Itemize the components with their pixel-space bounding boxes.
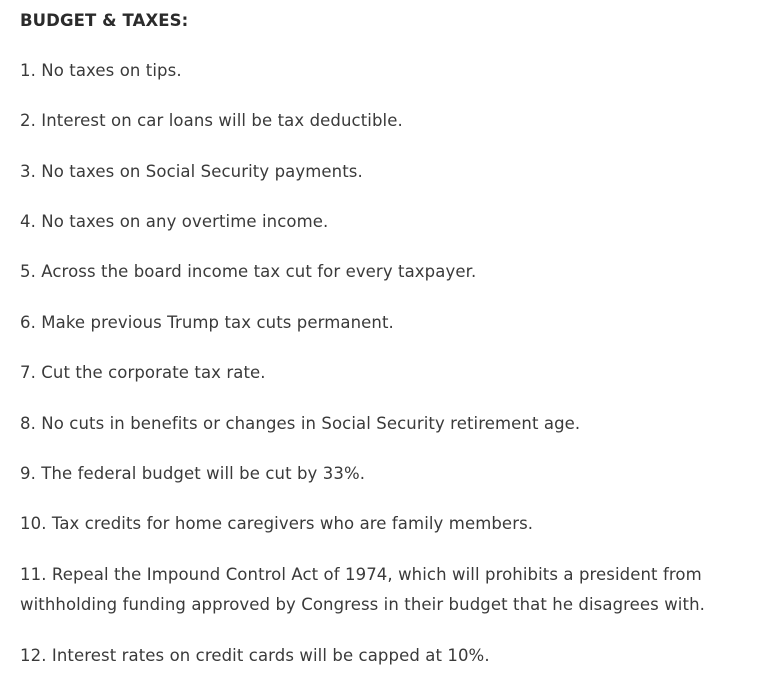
list-item: 1. No taxes on tips. <box>20 61 182 80</box>
list-item: 3. No taxes on Social Security payments. <box>20 162 363 181</box>
list-item: 9. The federal budget will be cut by 33%. <box>20 464 366 483</box>
list-item: 2. Interest on car loans will be tax deductible. <box>20 111 403 130</box>
list-item: 12. Interest rates on credit cards will be capped at 10%. <box>20 646 490 665</box>
list-item: 4. No taxes on any overtime income. <box>20 212 329 231</box>
list-item: 10. Tax credits for home caregivers who are family members. <box>20 514 534 533</box>
list-item: 8. No cuts in benefits or changes in Social Security retirement age. <box>20 414 581 433</box>
list-item: 7. Cut the corporate tax rate. <box>20 363 266 382</box>
list-item: 5. Across the board income tax cut for every taxpayer. <box>20 262 477 281</box>
section-heading: BUDGET & TAXES: <box>20 11 189 30</box>
list-item: 11. Repeal the Impound Control Act of 1974, which will prohibits a president from withholding funding approved by Congress in their budget that he disagrees with. <box>20 565 705 614</box>
list-item: 6. Make previous Trump tax cuts permanent. <box>20 313 394 332</box>
